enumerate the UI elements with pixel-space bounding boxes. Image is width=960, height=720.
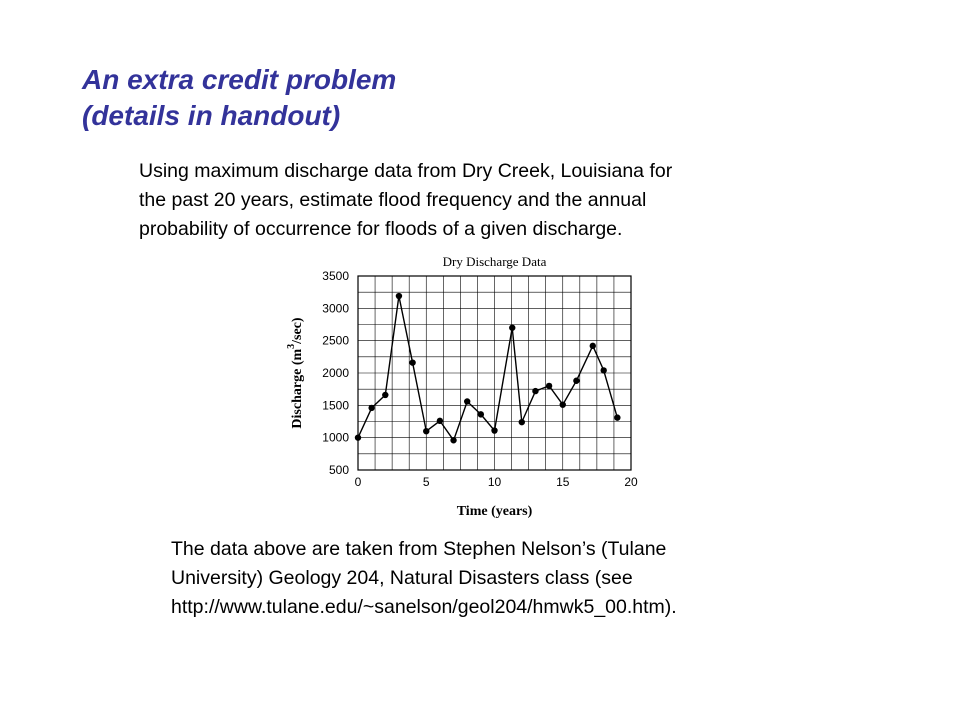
data-point xyxy=(478,411,484,417)
title-line-1: An extra credit problem xyxy=(82,64,397,95)
data-point xyxy=(368,405,374,411)
credit-line-2: University) Geology 204, Natural Disasters class (see xyxy=(171,567,633,589)
data-point xyxy=(409,359,415,365)
y-axis-label-main: Discharge (m xyxy=(290,348,305,429)
data-point xyxy=(532,388,538,394)
intro-line-2: the past 20 years, estimate flood frequency and the annual xyxy=(139,189,647,211)
credit-line-1: The data above are taken from Stephen Nelson’s (Tulane xyxy=(171,538,667,560)
data-point xyxy=(509,325,515,331)
x-tick-label: 10 xyxy=(487,475,502,489)
y-tick-label: 3000 xyxy=(322,301,349,316)
intro-line-3: probability of occurrence for floods of a given discharge. xyxy=(139,218,623,240)
data-point xyxy=(355,434,361,440)
data-point xyxy=(546,383,552,389)
tick-labels xyxy=(322,269,638,489)
y-tick-label: 1000 xyxy=(322,430,349,445)
series-line xyxy=(358,296,617,440)
x-tick-label: 15 xyxy=(556,475,570,489)
y-tick-label: 1500 xyxy=(322,398,349,413)
intro-paragraph xyxy=(139,157,672,244)
data-points xyxy=(355,293,621,444)
chart-title: Dry Discharge Data xyxy=(442,254,547,269)
data-point xyxy=(590,343,596,349)
data-point xyxy=(614,414,620,420)
data-point xyxy=(464,398,470,404)
page-title xyxy=(82,62,396,134)
x-tick-label: 0 xyxy=(354,475,362,489)
x-axis-label: Time (years) xyxy=(456,504,533,519)
title-line-2: (details in handout) xyxy=(82,100,341,131)
data-point xyxy=(601,367,607,373)
credit-line-3: http://www.tulane.edu/~sanelson/geol204/hmwk5_00.htm). xyxy=(171,596,677,618)
y-tick-label: 500 xyxy=(328,463,349,477)
discharge-chart xyxy=(270,245,650,525)
x-tick-label: 20 xyxy=(624,475,638,489)
data-point xyxy=(423,428,429,434)
source-credit xyxy=(171,535,677,622)
data-point xyxy=(450,437,456,443)
data-point xyxy=(519,419,525,425)
y-tick-label: 2500 xyxy=(322,333,349,348)
data-point xyxy=(396,293,402,299)
data-point xyxy=(560,401,566,407)
data-point xyxy=(437,418,443,424)
y-tick-label: 3500 xyxy=(322,269,349,283)
x-tick-label: 5 xyxy=(422,475,430,489)
y-axis-label xyxy=(286,317,305,428)
data-point xyxy=(491,427,497,433)
y-axis-label-sup: 3 xyxy=(286,343,297,349)
data-point xyxy=(573,378,579,384)
data-point xyxy=(382,392,388,398)
chart-grid xyxy=(358,276,631,470)
y-tick-label: 2000 xyxy=(322,366,349,380)
y-axis-label-end: /sec) xyxy=(290,317,305,344)
intro-line-1: Using maximum discharge data from Dry Creek, Louisiana for xyxy=(139,160,673,182)
